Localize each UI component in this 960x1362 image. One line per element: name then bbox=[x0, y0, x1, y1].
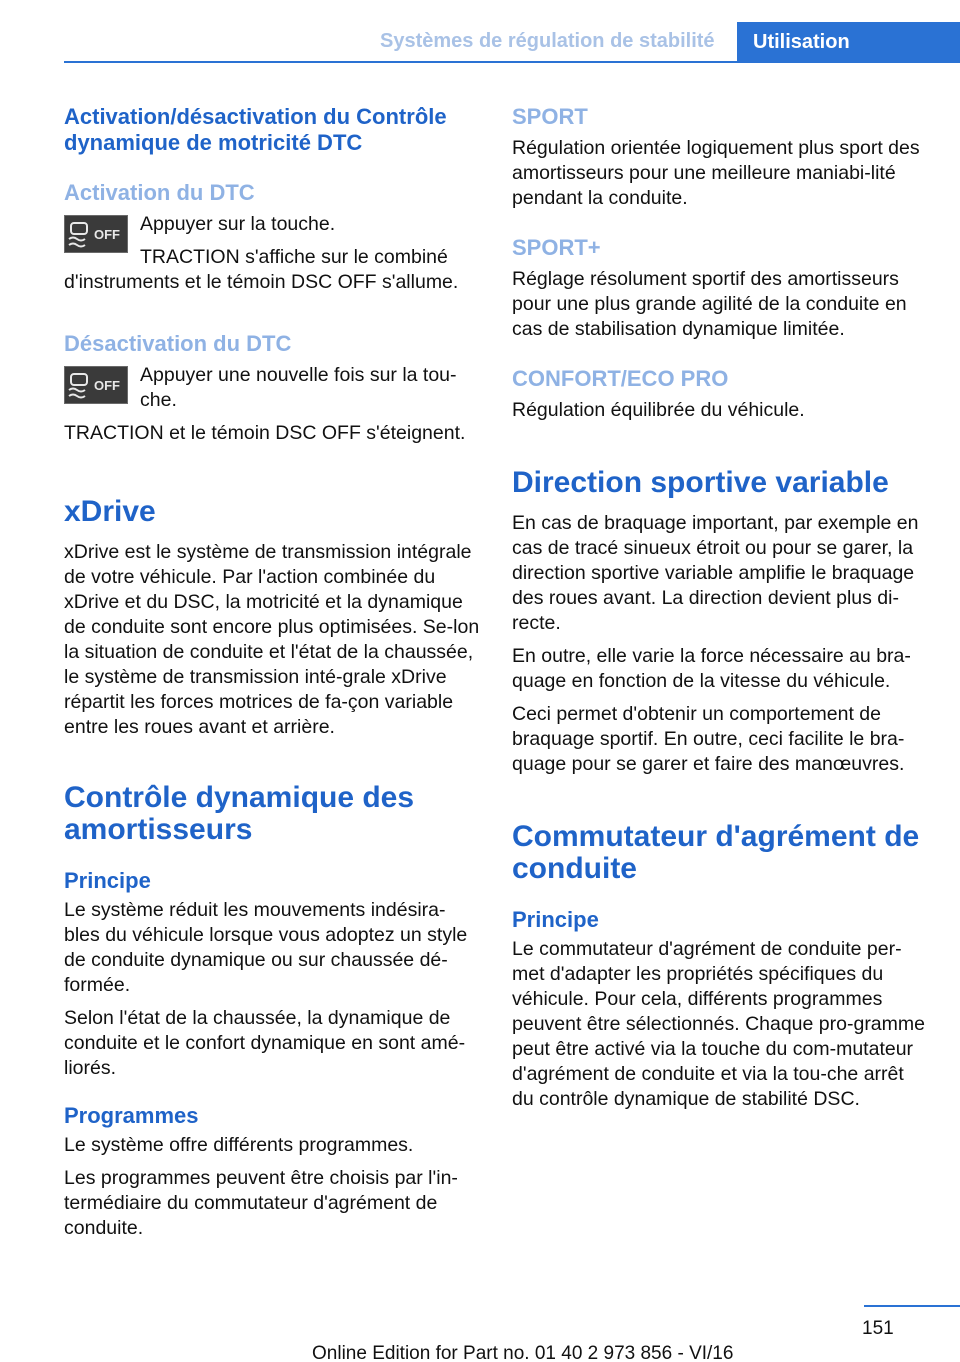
heading-sport-plus: SPORT+ bbox=[512, 235, 601, 260]
commutateur-principe-paragraph: Le commutateur d'agrément de conduite per‐met d'adapter les propriétés spécifiques du véhicule. Pour cela, différents programmes peuvent être sélectionnés. Chaque pro‐gramme peut être activé via la touche du com‐mutateur d'agrément de conduite et via la tou‐che arrêt du contrôle dynamique de stabilité DSC. bbox=[512, 938, 925, 1110]
deactivation-block bbox=[64, 363, 480, 413]
sport-plus-paragraph: Réglage résolument sportif des amortisseurs pour une plus grande agilité de la conduite en cas de stabilisation dynamique limitée. bbox=[512, 268, 907, 340]
left-column bbox=[64, 100, 480, 1241]
activation-step-2: TRACTION s'affiche sur le combiné d'instruments et le témoin DSC OFF s'allume. bbox=[64, 246, 459, 293]
confort-paragraph: Régulation équilibrée du véhicule. bbox=[512, 399, 805, 421]
direction-paragraph-2: En outre, elle varie la force nécessaire au bra‐quage en fonction de la vitesse du véhicule. bbox=[512, 645, 911, 692]
programmes-paragraph-1: Le système offre différents programmes. bbox=[64, 1134, 414, 1156]
activation-step-1: Appuyer sur la touche. bbox=[140, 213, 336, 235]
header-rule bbox=[64, 61, 960, 63]
heading-programmes: Programmes bbox=[64, 1103, 199, 1128]
header-chapter-tab: Utilisation bbox=[737, 22, 960, 63]
heading-variable-steering: Direction sportive variable bbox=[512, 466, 889, 499]
heading-driving-experience-switch: Commutateur d'agrément de conduite bbox=[512, 820, 920, 885]
sport-paragraph: Régulation orientée logiquement plus sport des amortisseurs pour une meilleure maniabi‐lité pendant la conduite. bbox=[512, 137, 920, 209]
right-column bbox=[512, 100, 928, 1112]
xdrive-paragraph: xDrive est le système de transmission intégrale de votre véhicule. Par l'action combinée du xDrive et du DSC, la motricité et la dynamique de conduite sont encore plus optimisées. Se‐lon la situation de conduite et l'état de la chaussée, le système de transmission inté‐grale xDrive répartit les forces motrices de fa‐çon variable entre les roues avant et arrière. bbox=[64, 541, 480, 738]
principe-paragraph-1: Le système réduit les mouvements indésira‐bles du véhicule lorsque vous adoptez un style de conduite dynamique ou sur chaussée dé‐formée. bbox=[64, 899, 468, 996]
heading-xdrive: xDrive bbox=[64, 495, 156, 528]
heading-sport: SPORT bbox=[512, 104, 588, 129]
programmes-paragraph-2: Les programmes peuvent être choisis par l'in‐termédiaire du commutateur d'agrément de conduite. bbox=[64, 1167, 458, 1239]
deactivation-step-2: TRACTION et le témoin DSC OFF s'éteignent. bbox=[64, 422, 466, 444]
header-section-title: Systèmes de régulation de stabilité bbox=[380, 30, 715, 52]
direction-paragraph-1: En cas de braquage important, par exemple en cas de tracé sinueux étroit ou pour se garer, la direction sportive variable amplifie le braquage des roues avant. La direction devient plus di‐recte. bbox=[512, 512, 919, 634]
dsc-off-icon bbox=[64, 366, 128, 404]
heading-damper-control: Contrôle dynamique des amortisseurs bbox=[64, 781, 415, 846]
heading-principe-left: Principe bbox=[64, 868, 151, 893]
heading-activation-dtc: Activation du DTC bbox=[64, 180, 255, 205]
deactivation-step-1: Appuyer une nouvelle fois sur la tou‐che. bbox=[140, 364, 457, 411]
principe-paragraph-2: Selon l'état de la chaussée, la dynamique de conduite et le confort dynamique en sont amé‐liorés. bbox=[64, 1007, 466, 1079]
page-number: 151 bbox=[862, 1318, 894, 1339]
footer-edition: Online Edition for Part no. 01 40 2 973 856 - VI/16 bbox=[312, 1343, 734, 1362]
heading-dtc: Activation/désactivation du Contrôle dynamique de motricité DTC bbox=[64, 104, 447, 155]
heading-principe-right: Principe bbox=[512, 907, 599, 932]
direction-paragraph-3: Ceci permet d'obtenir un comportement de braquage sportif. En outre, ceci facilite le bra‐quage pour se garer et faire des manœuvres. bbox=[512, 703, 905, 775]
dsc-off-icon-label: OFF bbox=[94, 378, 120, 393]
page-header bbox=[0, 0, 960, 62]
heading-deactivation-dtc: Désactivation du DTC bbox=[64, 331, 292, 356]
footer-rule bbox=[864, 1305, 960, 1307]
dsc-off-icon bbox=[64, 215, 128, 253]
heading-confort-eco-pro: CONFORT/ECO PRO bbox=[512, 366, 729, 391]
dsc-off-icon-label: OFF bbox=[94, 227, 120, 242]
